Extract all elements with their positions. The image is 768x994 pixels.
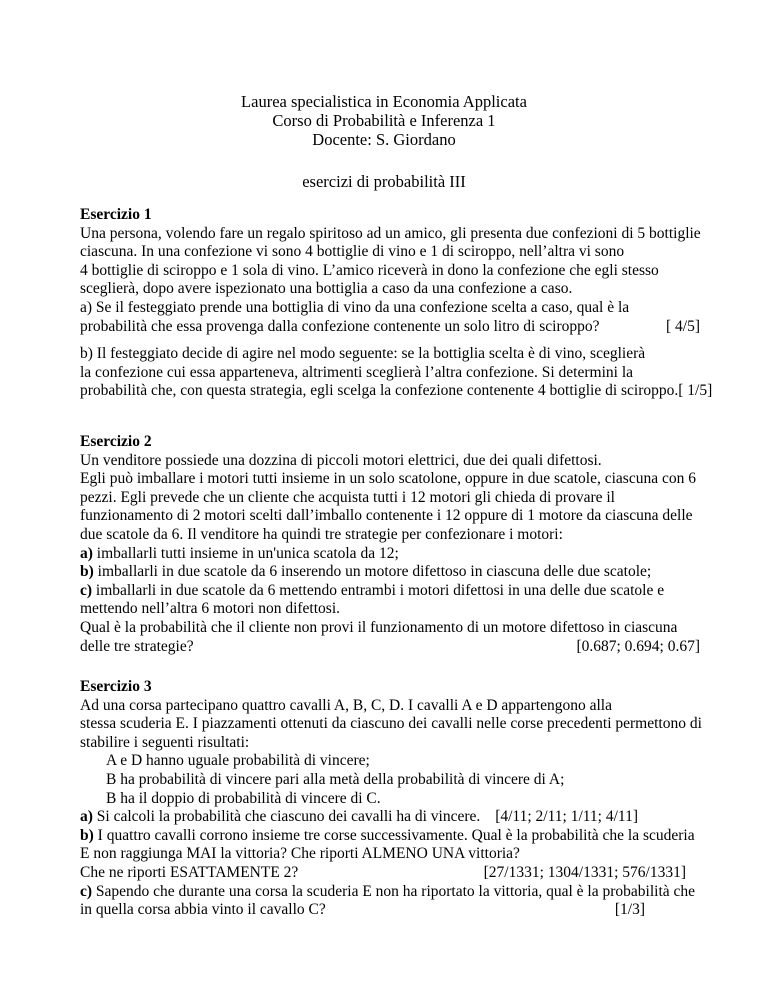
- exercise-1-b-line: b) Il festeggiato decide di agire nel modo seguente: se la bottiglia scelta è di vino, sceglierà: [80, 345, 646, 362]
- exercise-3-c-last-row: [80, 901, 700, 920]
- exercise-1-line: Una persona, volendo fare un regalo spiritoso ad un amico, gli presenta due confezioni di 5 bottiglie: [80, 224, 701, 242]
- exercise-1-line: 4 bottiglie di sciroppo e 1 sola di vino. L’amico riceverà in dono la confezione che egli stesso: [80, 261, 659, 279]
- exercise-1-line: ciascuna. In una confezione vi sono 4 bottiglie di vino e 1 di sciroppo, nell’altra vi sono: [80, 243, 625, 261]
- exercise-3-condition: B ha probabilità di vincere pari alla metà della probabilità di vincere di A;: [106, 770, 565, 788]
- exercise-1: [80, 206, 700, 336]
- exercise-1-title: Esercizio 1: [80, 206, 152, 223]
- exercise-1-b-line: la confezione cui essa apparteneva, altrimenti sceglierà l’altra confezione. Si determini la: [80, 363, 634, 381]
- exercise-2-answer: [0.687; 0.694; 0.67]: [576, 637, 700, 655]
- question-c-label: c): [80, 882, 93, 900]
- exercise-3-line: stabilire i seguenti risultati:: [80, 733, 250, 751]
- exercise-2-option-c: [80, 582, 700, 601]
- exercise-set-subtitle: esercizi di probabilità III: [302, 172, 466, 191]
- exercise-3-condition: A e D hanno uguale probabilità di vincere;: [106, 752, 370, 770]
- exercise-3-b-answer: [27/1331; 1304/1331; 576/1331]: [483, 863, 686, 881]
- option-b-text: imballarli in due scatole da 6 inserendo un motore difettoso in ciascuna delle due scatole;: [93, 563, 652, 581]
- exercise-3: [80, 678, 700, 920]
- exercise-2-line: funzionamento di 2 motori scelti dall’imballo contenente i 12 oppure di 1 motore da ciascuna delle: [80, 507, 693, 525]
- exercise-1-line: sceglierà, dopo avere ispezionato una bottiglia a caso da una confezione a caso.: [80, 280, 573, 298]
- exercise-1-a-answer: [ 4/5]: [665, 317, 700, 335]
- degree-title: Laurea specialistica in Economia Applicata: [241, 92, 527, 111]
- exercise-3-a-answer: [4/11; 2/11; 1/11; 4/11]: [495, 808, 638, 826]
- exercise-1-a-last-row: [80, 318, 700, 337]
- exercise-3-a-row: [80, 808, 700, 827]
- exercise-2: [80, 433, 700, 656]
- exercise-3-line: Ad una corsa partecipano quattro cavalli A, B, C, D. I cavalli A e D appartengono alla: [80, 696, 612, 714]
- question-c-text: Sapendo che durante una corsa la scuderia E non ha riportato la vittoria, qual è la probabilità che: [92, 882, 696, 900]
- question-a-text: Si calcoli la probabilità che ciascuno dei cavalli ha di vincere.: [92, 808, 481, 826]
- exercise-3-c-line: in quella corsa abbia vinto il cavallo C?: [80, 901, 326, 919]
- exercise-3-b-line: Che ne riporti ESATTAMENTE 2?: [80, 863, 299, 881]
- option-c-text: imballarli in due scatole da 6 mettendo entrambi i motori difettosi in una delle due scatole e: [92, 581, 665, 599]
- exercise-1-b-line: probabilità che, con questa strategia, egli scelga la confezione contenente 4 bottiglie di sciroppo.[ 1/5]: [80, 382, 713, 400]
- exercise-3-c-answer: [1/3]: [614, 901, 645, 919]
- exercise-2-question-row: [80, 638, 700, 657]
- exercise-3-line: stessa scuderia E. I piazzamenti ottenuti da ciascuno dei cavalli nelle corse precedenti permettono di: [80, 715, 702, 733]
- exercise-3-b-row: [80, 827, 700, 846]
- exercise-1-line: a) Se il festeggiato prende una bottiglia di vino da una confezione scelta a caso, qual è la: [80, 298, 630, 316]
- exercise-3-title: Esercizio 3: [80, 678, 152, 695]
- exercise-2-option-c-cont: mettendo nell’altra 6 motori non difettosi.: [80, 600, 340, 618]
- exercise-3-c-row: [80, 883, 700, 902]
- exercise-3-b-last-row: [80, 864, 700, 883]
- exercise-2-title: Esercizio 2: [80, 433, 152, 450]
- teacher-name: Docente: S. Giordano: [312, 130, 456, 149]
- question-b-label: b): [80, 826, 94, 844]
- question-b-text: I quattro cavalli corrono insieme tre corse successivamente. Qual è la probabilità che la scuderia: [93, 826, 695, 844]
- exercise-2-question-end: delle tre strategie?: [80, 637, 194, 655]
- exercise-2-line: due scatole da 6. Il venditore ha quindi tre strategie per confezionare i motori:: [80, 525, 563, 543]
- exercise-2-line: pezzi. Egli prevede che un cliente che acquista tutti i 12 motori gli chieda di provare il: [80, 488, 615, 506]
- option-c-label: c): [80, 581, 93, 599]
- question-a-label: a): [80, 808, 93, 826]
- exercise-2-question: Qual è la probabilità che il cliente non provi il funzionamento di un motore difettoso in ciascuna: [80, 618, 678, 636]
- exercise-2-option-a: [80, 545, 700, 564]
- exercise-2-line: Egli può imballare i motori tutti insieme in un solo scatolone, oppure in due scatole, ciascuna con 6: [80, 470, 696, 488]
- option-a-label: a): [80, 544, 93, 562]
- exercise-2-line: Un venditore possiede una dozzina di piccoli motori elettrici, due dei quali difettosi.: [80, 451, 602, 469]
- exercise-1-b: [80, 345, 713, 401]
- exercise-3-condition: B ha il doppio di probabilità di vincere di C.: [106, 789, 381, 807]
- exercise-3-b-line: E non raggiunga MAI la vittoria? Che riporti ALMENO UNA vittoria?: [80, 845, 520, 863]
- option-b-label: b): [80, 563, 94, 581]
- course-title: Corso di Probabilità e Inferenza 1: [272, 111, 496, 130]
- exercise-2-option-b: [80, 563, 700, 582]
- document-header: [0, 92, 768, 149]
- option-a-text: imballarli tutti insieme in un'unica scatola da 12;: [92, 544, 399, 562]
- exercise-1-a-text: probabilità che essa provenga dalla confezione contenente un solo litro di sciroppo?: [80, 317, 600, 335]
- exercise-set-title: [0, 172, 768, 191]
